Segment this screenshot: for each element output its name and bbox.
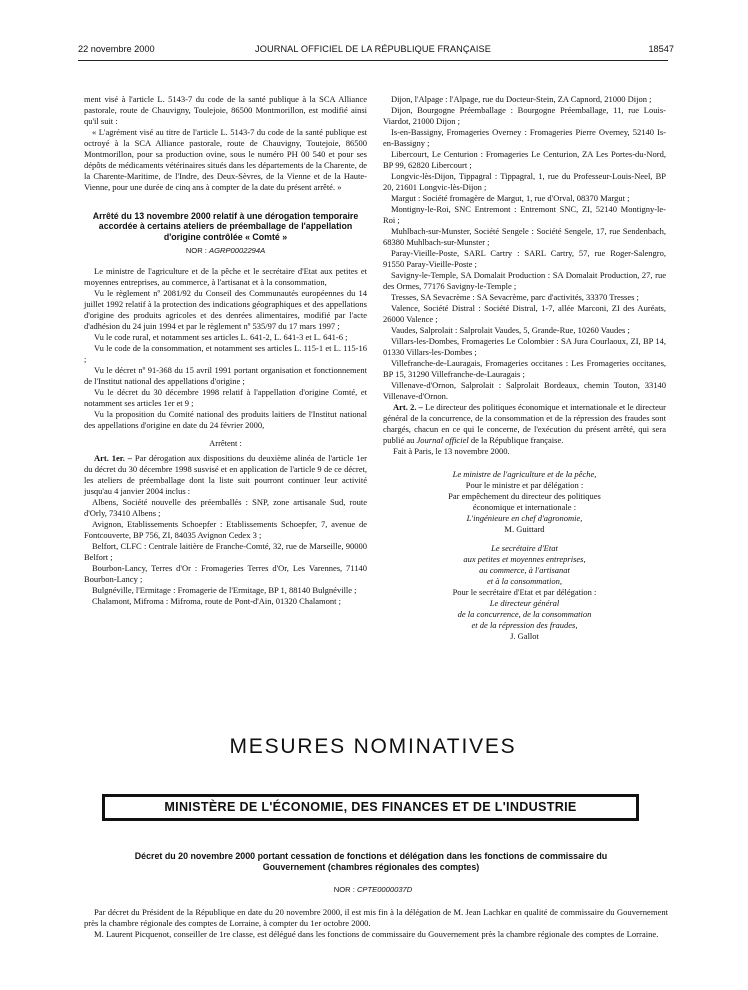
- atelier-entry: Belfort, CLFC : Centrale laitière de Franche-Comté, 32, rue de Marseille, 90000 Belfort ;: [84, 540, 367, 562]
- atelier-entry: Libercourt, Le Centurion : Fromageries Le Centurion, ZA Les Portes-du-Nord, BP 99, 62820 Libercourt ;: [383, 149, 666, 170]
- signature-line: M. Guittard: [504, 524, 545, 534]
- decree-nor-label: NOR :: [333, 885, 357, 894]
- signature-line: L'ingénieure en chef d'agronomie,: [466, 513, 583, 523]
- visa-paragraph: Vu la proposition du Comité national des produits laitiers de l'Institut national des appellations d'origine en date du 24 février 2000,: [84, 408, 367, 430]
- signature-delegation-intro: Pour le secrétaire d'Etat et par délégation :: [452, 587, 597, 597]
- page-header: [78, 44, 674, 58]
- signature-line: Le ministre de l'agriculture et de la pêche,: [452, 469, 597, 479]
- atelier-entry: Longvic-lès-Dijon, Tippagral : Tippagral, 1, rue du Professeur-Louis-Neel, BP 20, 21601 Longvic-lès-Dijon ;: [383, 171, 666, 192]
- page-number: 18547: [648, 44, 674, 54]
- signature-line: Par empêchement du directeur des politiques: [448, 491, 601, 501]
- article-2: [383, 402, 666, 446]
- signature-line: Le directeur général: [489, 598, 560, 608]
- decree-nor-code: CPTE0000037D: [356, 885, 413, 894]
- signature-line: de la concurrence, de la consommation: [457, 609, 592, 619]
- signature-line: aux petites et moyennes entreprises,: [463, 554, 586, 564]
- signature-line: Pour le ministre et par délégation :: [465, 480, 584, 490]
- decree-body: [84, 907, 668, 940]
- atelier-entry: Muhlbach-sur-Munster, Société Sengele : Société Sengele, 17, rue Sendenbach, 68380 Muhlbach-sur-Munster ;: [383, 226, 666, 247]
- article-1-label: Art. 1er. –: [94, 452, 132, 463]
- section-title: MESURES NOMINATIVES: [229, 735, 517, 758]
- atelier-entry: Bourbon-Lancy, Terres d'Or : Fromageries Terres d'Or, Les Varennes, 71140 Bourbon-Lancy ;: [84, 562, 367, 584]
- visa-paragraph: Le ministre de l'agriculture et de la pêche et le secrétaire d'Etat aux petites et moyennes entreprises, au commerce, à l'artisanat et à la consommation,: [84, 265, 367, 287]
- atelier-entry: Paray-Vieille-Poste, SARL Cartry : SARL Cartry, 57, rue Roger-Salengro, 91550 Paray-Vieille-Poste ;: [383, 248, 666, 269]
- atelier-entry: Dijon, l'Alpage : l'Alpage, rue du Docteur-Stein, ZA Capnord, 21000 Dijon ;: [391, 94, 652, 104]
- nor-code: AGRP0002294A: [209, 245, 266, 255]
- visa-paragraph: Vu le décret nº 91-368 du 15 avril 1991 portant organisation et fonctionnement de l'Institut national des appellations d'origine ;: [84, 364, 367, 386]
- article-2-text: Le directeur des politiques économique et internationale et le directeur général de la concurrence, de la consommation et de la répression des fraudes sont chargés, chacun en ce qui le concerne, de l'exécution du présent arrêté, qui sera publié au: [383, 402, 666, 445]
- left-column: [84, 94, 367, 607]
- atelier-entry: Vaudes, Salprolait : Salprolait Vaudes, 5, Grande-Rue, 10260 Vaudes ;: [391, 325, 630, 335]
- quote-paragraph: « L'agrément visé au titre de l'article L. 5143-7 du code de la santé publique est octroyé à la SCA Alliance pastorale, route de Chauvigny, Toutejoie, 86500 Montmorillon, pour sa production ovine, sous le numéro PH 00 540 et pour ses dépôts de médicaments vétérinaires situés dans les départements de la Charente, de la Charente-Maritime, de l'Indre, des Deux-Sèvres, de la Vienne et de la Haute-Vienne, pour une durée de cinq ans à compter de la date du présent arrêté. »: [84, 127, 367, 192]
- header-rule: [78, 60, 668, 61]
- right-column: [383, 94, 666, 642]
- atelier-entry: Is-en-Bassigny, Fromageries Overney : Fromageries Pierre Overney, 52140 Is-en-Bassigny ;: [383, 127, 666, 148]
- atelier-entry: Villenave-d'Ornon, Salprolait : Salprolait Bordeaux, chemin Touton, 33140 Villenave-d'Ornon.: [383, 380, 666, 401]
- visa-paragraph: Vu le code rural, et notamment ses articles L. 641-2, L. 641-3 et L. 641-6 ;: [94, 331, 348, 342]
- visa-paragraph: Vu le règlement nº 2081/92 du Conseil des Communautés européennes du 14 juillet 1992 relatif à la protection des indications géographiques et des appellations d'origine des produits agricoles et des denrées alimentaires, modifié par l'acte d'adhésion du 24 juin 1994 et par le règlement nº 535/97 du 17 mars 1997 ;: [84, 287, 367, 331]
- intro-paragraph: ment visé à l'article L. 5143-7 du code de la santé publique à la SCA Alliance pastorale, route de Chauvigny, Toulejoie, 86500 Montmorillon, est modifié ainsi qu'il suit :: [84, 94, 367, 126]
- atelier-entry: Montigny-le-Roi, SNC Entremont : Entremont SNC, ZI, 52140 Montigny-le-Roi ;: [383, 204, 666, 225]
- nor-label: NOR :: [185, 245, 210, 255]
- nor-reference: [84, 245, 367, 256]
- article-1: [84, 453, 367, 497]
- decree-paragraph-1: Par décret du Président de la République en date du 20 novembre 2000, il est mis fin à la délégation de M. Jean Lachkar en qualité de commissaire du Gouvernement près la chambre régionale des comptes de Lorraine, à compter du 1er octobre 2000.: [84, 907, 668, 928]
- decree-title: Décret du 20 novembre 2000 portant cessation de fonctions et délégation dans les fonctions de commissaire du Gouvernement (chambres régionales des comptes): [134, 851, 608, 872]
- signature-line: et de la répression des fraudes,: [471, 620, 578, 630]
- article-2-label: Art. 2. –: [393, 402, 423, 412]
- atelier-entry: Dijon, Bourgogne Préemballage : Bourgogne Préemballage, 11, rue Louis-Viardot, 21000 Dijon ;: [383, 105, 666, 126]
- journal-title: JOURNAL OFFICIEL DE LA RÉPUBLIQUE FRANÇAISE: [255, 44, 491, 54]
- signature-director: [383, 598, 666, 642]
- arretent: Arrêtent :: [209, 437, 242, 448]
- decree-nor: [78, 885, 668, 894]
- signature-line: et à la consommation,: [486, 576, 563, 586]
- atelier-entry: Margut : Société fromagère de Margut, 1, rue d'Orval, 08370 Margut ;: [391, 193, 630, 203]
- right-entries-list: [383, 94, 666, 402]
- signature-line: Le secrétaire d'Etat: [491, 543, 558, 553]
- left-entries-list: [84, 497, 367, 607]
- atelier-entry: Tresses, SA Sevacrème : SA Sevacrème, parc d'activités, 33370 Tresses ;: [391, 292, 639, 302]
- signature-line: J. Gallot: [510, 631, 539, 641]
- article-2-end: de la République française.: [468, 435, 564, 445]
- header-date: 22 novembre 2000: [78, 44, 155, 54]
- article-2-journal: Journal officiel: [416, 435, 469, 445]
- visa-paragraph: Vu le code de la consommation, et notamment ses articles L. 115-1 et L. 115-16 ;: [84, 342, 367, 364]
- signature-line: économique et internationale :: [472, 502, 577, 512]
- vises-list: [84, 266, 367, 431]
- atelier-entry: Villars-les-Dombes, Fromageries Le Colombier : SA Jura Courlaoux, ZI, BP 14, 01330 Villars-les-Dombes ;: [383, 336, 666, 357]
- atelier-entry: Bulgnéville, l'Ermitage : Fromagerie de l'Ermitage, BP 1, 88140 Bulgnéville ;: [92, 584, 357, 595]
- arrete-title: Arrêté du 13 novembre 2000 relatif à une dérogation temporaire accordée à certains ateliers de préemballage de l'appellation d'origine contrôlée « Comté »: [92, 211, 359, 242]
- ministry-box: [102, 794, 639, 821]
- atelier-entry: Albens, Société nouvelle des préemballés : SNP, zone artisanale Sud, route d'Orly, 73410 Albens ;: [84, 496, 367, 518]
- ministry-title: MINISTÈRE DE L'ÉCONOMIE, DES FINANCES ET DE L'INDUSTRIE: [164, 800, 577, 814]
- atelier-entry: Valence, Société Distral : Société Distral, 1-7, allée Marconi, ZI des Auréats, 26000 Valence ;: [383, 303, 666, 324]
- atelier-entry: Avignon, Etablissements Schoepfer : Etablissements Schoepfer, 7, avenue de Fontcouverte, BP 756, ZI, 84035 Avignon Cedex 3 ;: [84, 518, 367, 540]
- atelier-entry: Chalamont, Mifroma : Mifroma, route de Pont-d'Ain, 01320 Chalamont ;: [92, 595, 341, 606]
- signature-line: au commerce, à l'artisanat: [479, 565, 570, 575]
- article-1-text: Par dérogation aux dispositions du deuxième alinéa de l'article 1er du décret du 30 décembre 1998 susvisé et en application de l'article 9 de ce décret, les ateliers de préemballage dont la liste suit pourront continuer leur activité jusqu'au 4 janvier 2004 inclus :: [84, 452, 367, 496]
- signature-secretary: [383, 543, 666, 587]
- fait-a-paris: Fait à Paris, le 13 novembre 2000.: [393, 446, 510, 456]
- atelier-entry: Villefranche-de-Lauragais, Fromageries occitanes : Les Fromageries occitanes, BP 15, 31290 Villefranche-de-Lauragais ;: [383, 358, 666, 379]
- visa-paragraph: Vu le décret du 30 décembre 1998 relatif à l'appellation d'origine Comté, et notamment ses articles 1er et 9 ;: [84, 386, 367, 408]
- atelier-entry: Savigny-le-Temple, SA Domalait Production : SA Domalait Production, 27, rue des Ormes, 77176 Savigny-le-Temple ;: [383, 270, 666, 291]
- signature-minister: [383, 469, 666, 535]
- decree-paragraph-2: M. Laurent Picquenot, conseiller de 1re classe, est délégué dans les fonctions de commissaire du Gouvernement près la chambre régionale des comptes de Lorraine.: [94, 929, 659, 939]
